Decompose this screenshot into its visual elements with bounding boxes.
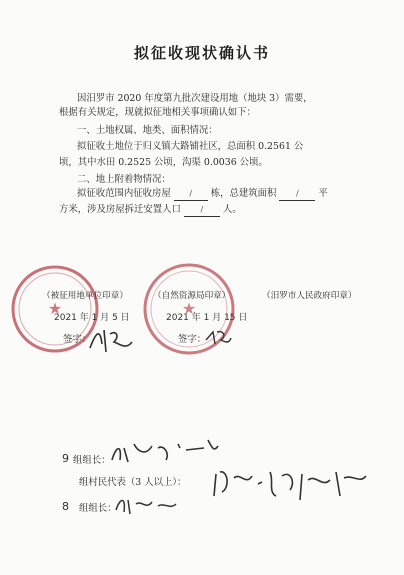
resources-bureau-date: 2021 年 1 月 15 日 [166,313,248,323]
houses-count-blank: / [174,187,208,201]
section-2-line-1 [77,187,328,201]
section-2-line-2 [59,203,242,217]
svg-text:★: ★ [47,299,63,318]
group-8-leader-signature [112,490,182,518]
villager-representatives-label: 组村民代表（3 人以上）： [79,477,187,488]
building-area-blank: / [279,187,315,201]
villager-representatives-signatures [210,462,370,506]
houses-mid: 栋，总建筑面积 [210,188,277,199]
resources-bureau-seal-label: （自然资源局印章） [153,291,231,301]
resources-bureau-signature [203,326,233,348]
group-8-number: 8 [62,500,69,513]
intro-line-1: 因汨罗市 2020 年度第九批次建设用地（地块 3）需要， [77,93,313,104]
document-title: 拟征收现状确认书 [133,44,270,62]
land-unit-seal-label: （被征用地单位印章） [42,291,128,301]
resources-bureau-sign-label: 签字： [178,334,207,345]
government-seal-label: （汨罗市人民政府印章） [262,291,357,301]
section-1-heading: 一、土地权属、地类、面积情况： [77,125,218,136]
people-count-blank: / [184,203,220,217]
people-prefix: 方米，涉及房屋拆迁安置人口 [59,204,181,215]
group-9-leader-label: 组组长： [73,455,111,466]
section-1-line-2: 顷，其中水田 0.2525 公顷，沟渠 0.0036 公顷。 [59,157,268,168]
intro-line-2: 根据有关规定，现就拟征地相关事项确认如下： [59,107,256,118]
svg-text:★: ★ [181,299,197,318]
group-9-leader-signature [108,434,220,470]
houses-prefix: 拟征收范围内征收房屋 [77,188,171,199]
land-unit-sign-label: 签字： [63,334,92,345]
land-unit-date: 2021 年 1 月 5 日 [54,313,130,323]
group-8-leader-label: 组组长： [79,503,117,514]
section-2-heading: 二、地上附着物情况： [77,174,171,185]
section-1-line-1: 拟征收土地位于归义镇大路铺社区，总面积 0.2561 公 [77,141,304,152]
people-suffix: 人。 [222,204,242,215]
area-unit-start: 平 [318,188,328,199]
land-unit-signature [86,322,138,358]
group-9-number: 9 [62,452,69,465]
